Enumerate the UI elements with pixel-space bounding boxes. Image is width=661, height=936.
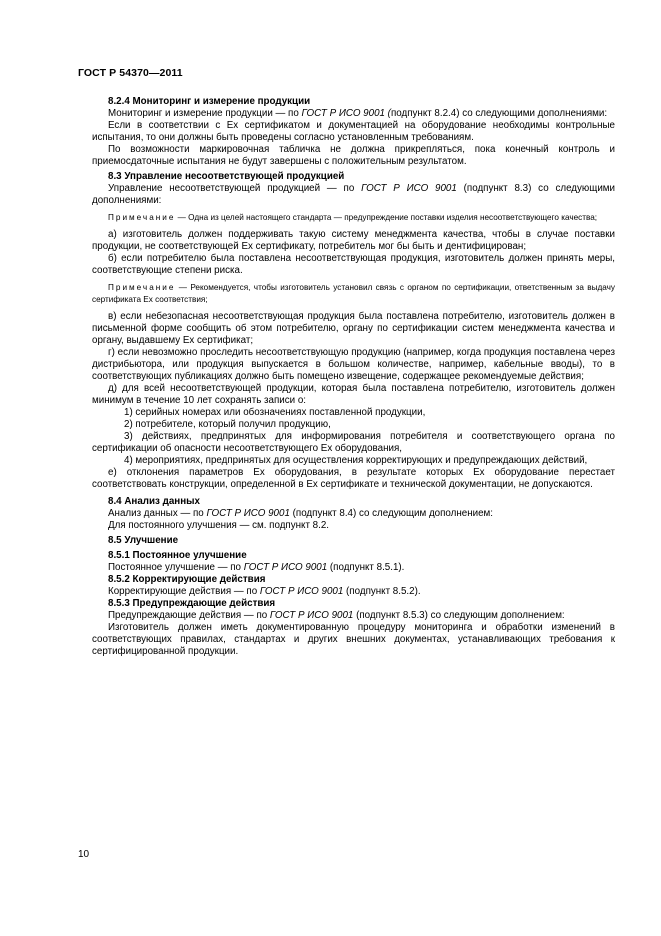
heading-8-5-1: 8.5.1 Постоянное улучшение: [108, 550, 247, 561]
paragraph: Постоянное улучшение — по ГОСТ Р ИСО 9001 (подпункт 8.5.1).: [108, 562, 405, 573]
list-item-d: д) для всей несоответствующей продукции, которая была поставлена потребителю, изготовитель должен минимум в течение 10 лет сохранять записи о:: [92, 383, 615, 406]
sub-item-4: 4) мероприятиях, предпринятых для осуществления корректирующих и предупреждающих действий,: [124, 455, 588, 466]
list-item-b: б) если потребителю была поставлена несоответствующая продукция, изготовитель должен принять меры, соответствующие степени риска.: [92, 253, 615, 276]
heading-8-3: 8.3 Управление несоответствующей продукцией: [108, 171, 345, 182]
list-item-a: а) изготовитель должен поддерживать такую систему менеджмента качества, чтобы в случае поставки продукции, не соответствующей Ex сертификату, потребитель мог бы быть и дентифицирован;: [92, 229, 615, 252]
paragraph: По возможности маркировочная табличка не должна прикрепляться, пока конечный контроль и приемосдаточные испытания не будут завершены с положительным результатом.: [92, 144, 615, 167]
list-item-v: в) если небезопасная несоответствующая продукция была поставлена потребителю, изготовитель должен в письменной форме сообщить об этом потребителю, органу по сертификации систем менеджмента качества и органу, выдавшему Ex сертификат;: [92, 311, 615, 346]
heading-8-5-3: 8.5.3 Предупреждающие действия: [108, 598, 276, 609]
document-body: [92, 96, 615, 658]
standard-reference: ГОСТ Р ИСО 9001: [243, 562, 328, 573]
paragraph: Изготовитель должен иметь документированную процедуру мониторинга и обработки изменений в соответствующих правилах, стандартах и других внешних документах, устанавливающих требования к сертифицированной продукции.: [92, 622, 615, 657]
paragraph: Корректирующие действия — по ГОСТ Р ИСО 9001 (подпункт 8.5.2).: [108, 586, 421, 597]
note: Примечание — Рекомендуется, чтобы изготовитель установил связь с органом по сертификации, ответственным за выдачу сертификата Ex соответствия;: [92, 283, 615, 304]
note-label: Примечание: [108, 213, 176, 222]
standard-reference: ГОСТ Р ИСО 9001: [259, 586, 344, 597]
standard-reference: ГОСТ Р ИСО 9001: [206, 508, 290, 519]
list-item-g: г) если невозможно проследить несоответствующую продукцию (например, когда продукция поставлена через дистрибьютора, или продукция выпускается в большом количестве, например, кабельные вводы), то в соответствующих публикациях должно быть помещено извещение, содержащее рекомендуемые действия;: [92, 347, 615, 382]
standard-reference: ГОСТ Р ИСО 9001: [269, 610, 354, 621]
heading-8-4: 8.4 Анализ данных: [108, 496, 200, 507]
heading-8-5: 8.5 Улучшение: [108, 535, 179, 546]
paragraph: Для постоянного улучшения — см. подпункт 8.2.: [108, 520, 329, 531]
paragraph: Мониторинг и измерение продукции — по ГОСТ Р ИСО 9001 (подпункт 8.2.4) со следующими дополнениями:: [108, 108, 608, 119]
heading-8-2-4: 8.2.4 Мониторинг и измерение продукции: [108, 96, 311, 107]
note: Примечание — Одна из целей настоящего стандарта — предупреждение поставки изделия несоответствующего качества;: [108, 213, 598, 222]
list-item-e: е) отклонения параметров Ex оборудования, в результате которых Ex оборудование перестает соответствовать конструкции, определенной в Ex сертификате и технической документации, не допускаются.: [92, 467, 615, 490]
paragraph: Анализ данных — по ГОСТ Р ИСО 9001 (подпункт 8.4) со следующим дополнением:: [108, 508, 494, 519]
document-code: ГОСТ Р 54370—2011: [78, 67, 183, 79]
sub-item-2: 2) потребителе, который получил продукцию,: [124, 419, 331, 430]
paragraph: Управление несоответствующей продукцией — по ГОСТ Р ИСО 9001 (подпункт 8.3) со следующими дополнениями:: [92, 183, 616, 206]
standard-reference: ГОСТ Р ИСО 9001: [361, 183, 457, 194]
paragraph: Если в соответствии с Ex сертификатом и документацией на оборудование необходимы контрольные испытания, то они должны быть проведены согласно установленным требованиям.: [92, 120, 615, 143]
standard-reference: ГОСТ Р ИСО 9001 (: [301, 108, 391, 119]
sub-item-1: 1) серийных номерах или обозначениях поставленной продукции,: [124, 407, 426, 418]
sub-item-3: 3) действиях, предпринятых для информирования потребителя и соответствующего органа по сертификации об опасности несоответствующего Ex оборудования,: [92, 431, 615, 454]
page-number: 10: [78, 849, 90, 860]
paragraph: Предупреждающие действия — по ГОСТ Р ИСО 9001 (подпункт 8.5.3) со следующим дополнением:: [108, 610, 565, 621]
heading-8-5-2: 8.5.2 Корректирующие действия: [108, 574, 266, 585]
note-label: Примечание: [108, 283, 176, 292]
